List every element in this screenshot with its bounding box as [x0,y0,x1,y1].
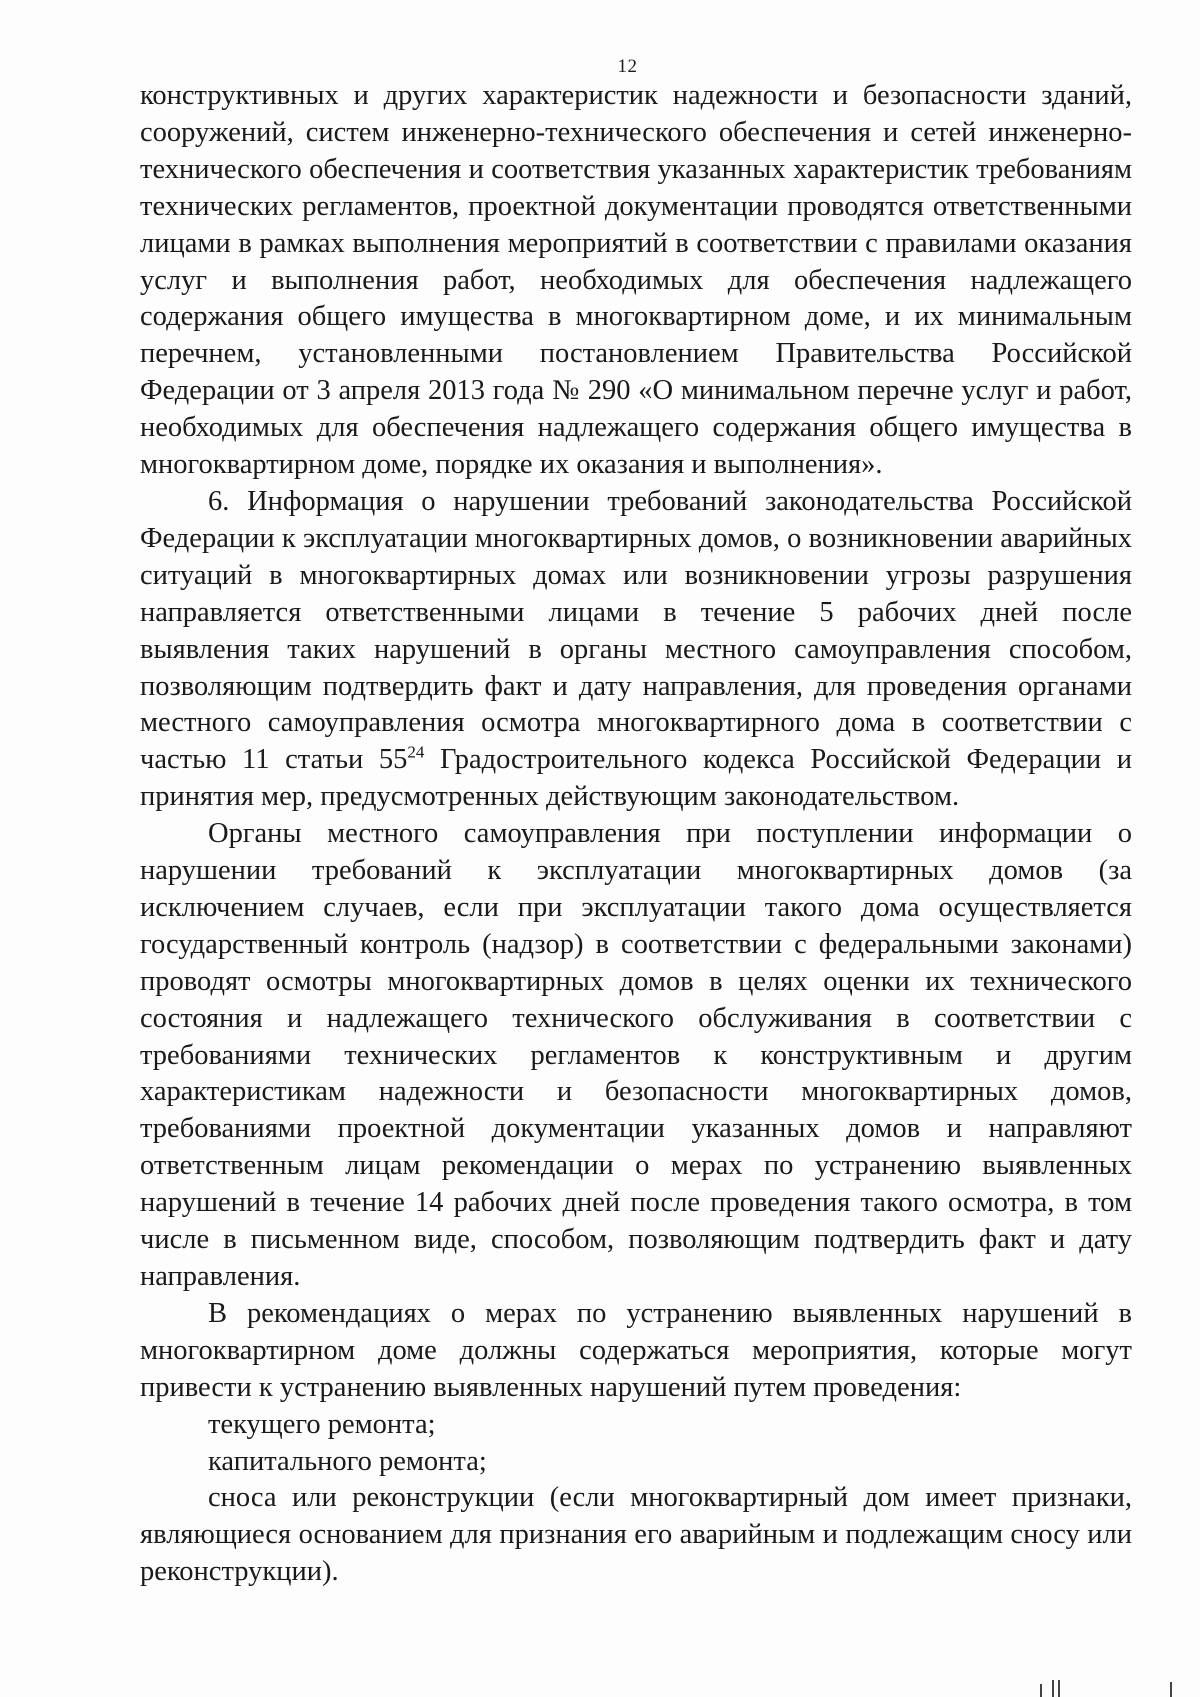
paragraph-continuation: конструктивных и других характеристик надежности и безопасности зданий, сооружений, систем инженерно-технического обеспечения и сетей инженерно-технического обеспечения и соответствия указанных характеристик требованиям технических регламентов, проектной документации проводятся ответственными лицами в рамках выполнения мероприятий в соответствии с правилами оказания услуг и выполнения работ, необходимых для обеспечения надлежащего содержания общего имущества в многоквартирном доме, и их минимальным перечнем, установленными постановлением Правительства Российской Федерации от 3 апреля 2013 года № 290 «О минимальном перечне услуг и работ, необходимых для обеспечения надлежащего содержания общего имущества в многоквартирном доме, порядке их оказания и выполнения». [140,80,1132,481]
paragraph-recommendations: В рекомендациях о мерах по устранению выявленных нарушений в многоквартирном доме должны содержаться мероприятия, которые могут привести к устранению выявленных нарушений путем проведения: [140,1297,1132,1403]
superscript-article-number: 24 [407,742,425,762]
scan-edge-mark [1058,1680,1060,1697]
scan-edge-mark [1040,1684,1042,1697]
list-item: текущего ремонта; [208,1408,436,1440]
scan-edge-mark [1170,1682,1172,1697]
list-item: капитального ремонта; [208,1445,487,1477]
list-item: сноса или реконструкции (если многоквартирный дом имеет признаки, являющиеся основанием для признания его аварийным и подлежащим сносу или реконструкции). [140,1482,1132,1588]
page-number: 12 [617,56,638,77]
document-body [140,78,1132,1591]
paragraph-local-authorities: Органы местного самоуправления при поступлении информации о нарушении требований к эксплуатации многоквартирных домов (за исключением случаев, если при эксплуатации такого дома осуществляется государственный контроль (надзор) в соответствии с федеральными законами) проводят осмотры многоквартирных домов в целях оценки их технического состояния и надлежащего технического обслуживания в соответствии с требованиями технических регламентов к конструктивным и другим характеристикам надежности и безопасности многоквартирных домов, требованиями проектной документации указанных домов и направляют ответственным лицам рекомендации о мерах по устранению выявленных нарушений в течение 14 рабочих дней после проведения такого осмотра, в том числе в письменном виде, способом, позволяющим подтвердить факт и дату направления. [140,818,1132,1292]
paragraph-text: 6. Информация о нарушении требований законодательства Российской Федерации к эксплуатации многоквартирных домов, о возникновении аварийных ситуаций в многоквартирных домах или возникновении угрозы разрушения направляется ответственными лицами в течение 5 рабочих дней после выявления таких нарушений в органы местного самоуправления способом, позволяющим подтвердить факт и дату направления, для проведения органами местного самоуправления осмотра многоквартирного дома в соответствии с частью 11 статьи 55 [140,485,1132,776]
paragraph-text: Градостроительного кодекса Российской Федерации и принятия мер, предусмотренных действующим законодательством. [140,744,1132,813]
paragraph-item-6 [140,484,1132,816]
scan-edge-mark [1052,1680,1054,1697]
